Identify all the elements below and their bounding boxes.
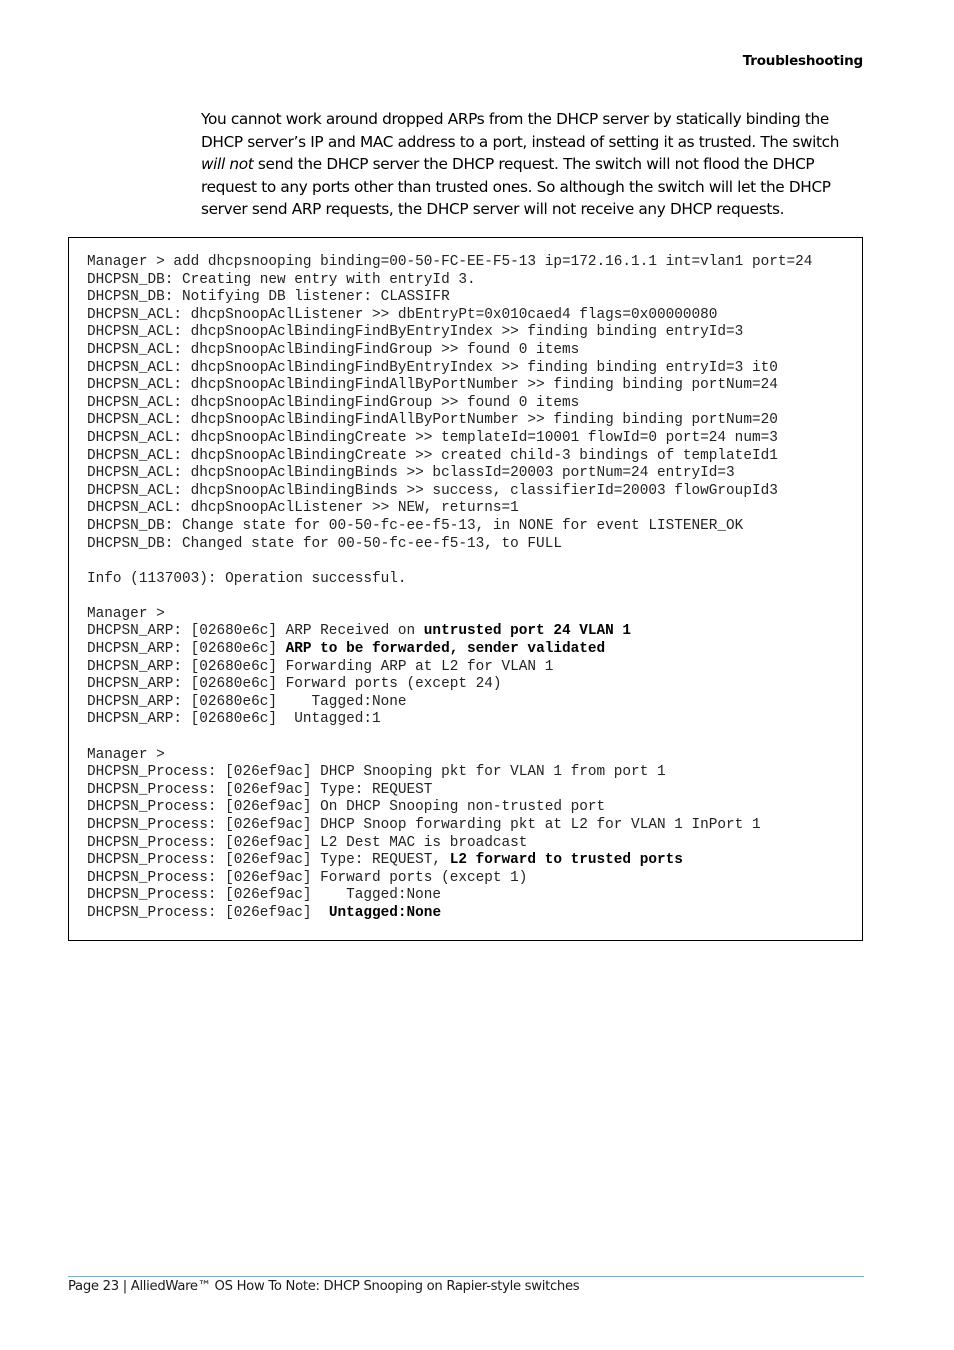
console-line xyxy=(87,553,862,571)
console-line-text: DHCPSN_DB: Changed state for 00-50-fc-ee-f5-13, to FULL xyxy=(87,535,562,552)
console-line xyxy=(87,747,862,765)
console-line-text: DHCPSN_ACL: dhcpSnoopAclBindingBinds >> success, classifierId=20003 flowGroupId3 xyxy=(87,482,778,499)
console-line xyxy=(87,905,862,923)
console-line xyxy=(87,729,862,747)
console-line xyxy=(87,518,862,536)
console-line xyxy=(87,448,862,466)
console-line-text: DHCPSN_ACL: dhcpSnoopAclListener >> NEW, returns=1 xyxy=(87,500,519,517)
console-line xyxy=(87,377,862,395)
console-line-text: DHCPSN_ARP: [02680e6c] Forwarding ARP at L2 for VLAN 1 xyxy=(87,658,554,675)
console-line-text: Manager > xyxy=(87,746,165,763)
console-line-text: DHCPSN_ACL: dhcpSnoopAclBindingCreate >> templateId=10001 flowId=0 port=24 num=3 xyxy=(87,429,778,446)
console-output-box xyxy=(68,237,863,941)
console-line-text: DHCPSN_ACL: dhcpSnoopAclBindingFindAllByPortNumber >> finding binding portNum=20 xyxy=(87,412,778,429)
console-line-text: DHCPSN_Process: [026ef9ac] Type: REQUEST, xyxy=(87,852,450,869)
console-line-bold-text: ARP to be forwarded, sender validated xyxy=(285,641,606,658)
console-line xyxy=(87,641,862,659)
console-line-text: DHCPSN_Process: [026ef9ac] On DHCP Snooping non-trusted port xyxy=(87,799,606,816)
console-line-text: Manager > add dhcpsnooping binding=00-50-FC-EE-F5-13 ip=172.16.1.1 int=vlan1 port=24 xyxy=(87,254,813,270)
console-line-text: DHCPSN_ACL: dhcpSnoopAclBindingFindByEntryIndex >> finding binding entryId=3 xyxy=(87,324,744,341)
running-header-section: Troubleshooting xyxy=(742,53,863,69)
console-line-text: DHCPSN_ACL: dhcpSnoopAclBindingFindGroup >> found 0 items xyxy=(87,394,580,411)
console-line-text: DHCPSN_ACL: dhcpSnoopAclBindingFindGroup >> found 0 items xyxy=(87,341,580,358)
console-line-text: DHCPSN_Process: [026ef9ac] DHCP Snoop forwarding pkt at L2 for VLAN 1 InPort 1 xyxy=(87,817,761,833)
console-line xyxy=(87,817,862,835)
console-line-text: DHCPSN_ARP: [02680e6c] xyxy=(87,641,286,658)
console-line-bold-text: untrusted port 24 VLAN 1 xyxy=(423,623,632,640)
console-line xyxy=(87,694,862,712)
console-line xyxy=(87,430,862,448)
console-line-text: DHCPSN_ARP: [02680e6c] ARP Received on xyxy=(87,623,424,640)
console-line-text: DHCPSN_ACL: dhcpSnoopAclBindingCreate >> created child-3 bindings of templateId1 xyxy=(87,447,778,464)
intro-text-start: You cannot work around dropped ARPs from the DHCP server by statically binding the DHCP server’s IP and MAC address to a port, instead of setting it as trusted. The switch xyxy=(201,110,840,151)
console-line xyxy=(87,835,862,853)
console-line xyxy=(87,272,862,290)
console-line xyxy=(87,465,862,483)
intro-text-end: send the DHCP server the DHCP request. The switch will not flood the DHCP request to any ports other than trusted ones. So although the switch will let the DHCP server send ARP requests, the DHCP server will not receive any DHCP requests. xyxy=(201,155,831,219)
console-line-text: DHCPSN_ARP: [02680e6c] Tagged:None xyxy=(87,693,407,710)
console-line-bold-text: Untagged:None xyxy=(328,904,442,921)
console-line xyxy=(87,852,862,870)
console-line xyxy=(87,606,862,624)
console-line-text: DHCPSN_ACL: dhcpSnoopAclBindingFindByEntryIndex >> finding binding entryId=3 it0 xyxy=(87,359,778,376)
console-line xyxy=(87,782,862,800)
console-line xyxy=(87,254,862,272)
console-line xyxy=(87,623,862,641)
console-line-text: Info (1137003): Operation successful. xyxy=(87,570,407,587)
console-line-text: DHCPSN_ARP: [02680e6c] Forward ports (except 24) xyxy=(87,676,502,693)
console-line xyxy=(87,799,862,817)
console-line xyxy=(87,711,862,729)
console-line-text: DHCPSN_Process: [026ef9ac] Tagged:None xyxy=(87,887,442,904)
console-line-text: DHCPSN_DB: Notifying DB listener: CLASSIFR xyxy=(87,289,450,306)
console-line xyxy=(87,571,862,589)
console-line-text: DHCPSN_ACL: dhcpSnoopAclListener >> dbEntryPt=0x010caed4 flags=0x00000080 xyxy=(87,306,718,323)
console-line xyxy=(87,870,862,888)
console-line xyxy=(87,395,862,413)
console-line xyxy=(87,324,862,342)
console-line xyxy=(87,289,862,307)
console-line xyxy=(87,676,862,694)
console-line xyxy=(87,887,862,905)
console-line-text: DHCPSN_Process: [026ef9ac] Type: REQUEST xyxy=(87,781,433,798)
console-line-text: DHCPSN_Process: [026ef9ac] Forward ports (except 1) xyxy=(87,869,528,886)
console-line-text: DHCPSN_Process: [026ef9ac] xyxy=(87,904,329,921)
console-line-text: DHCPSN_ARP: [02680e6c] Untagged:1 xyxy=(87,711,381,728)
console-line-text: DHCPSN_DB: Change state for 00-50-fc-ee-f5-13, in NONE for event LISTENER_OK xyxy=(87,517,744,534)
console-line-text: DHCPSN_DB: Creating new entry with entryId 3. xyxy=(87,271,476,288)
console-line-text: DHCPSN_Process: [026ef9ac] DHCP Snooping pkt for VLAN 1 from port 1 xyxy=(87,764,666,781)
console-line-text: DHCPSN_ACL: dhcpSnoopAclBindingBinds >> bclassId=20003 portNum=24 entryId=3 xyxy=(87,465,735,482)
console-line-text: Manager > xyxy=(87,605,165,622)
console-line xyxy=(87,659,862,677)
console-line-text: DHCPSN_Process: [026ef9ac] L2 Dest MAC is broadcast xyxy=(87,834,528,851)
console-line xyxy=(87,764,862,782)
page-footer: Page 23 | AlliedWare™ OS How To Note: DHCP Snooping on Rapier-style switches xyxy=(68,1279,580,1294)
console-line xyxy=(87,307,862,325)
console-line xyxy=(87,536,862,554)
console-line-text: DHCPSN_ACL: dhcpSnoopAclBindingFindAllByPortNumber >> finding binding portNum=24 xyxy=(87,377,778,394)
console-line-bold-text: L2 forward to trusted ports xyxy=(449,852,683,869)
console-line xyxy=(87,588,862,606)
console-line xyxy=(87,412,862,430)
console-line xyxy=(87,360,862,378)
console-line xyxy=(87,342,862,360)
console-line xyxy=(87,483,862,501)
intro-paragraph xyxy=(201,108,866,221)
console-line xyxy=(87,500,862,518)
intro-emphasis: will not xyxy=(201,155,254,174)
footer-divider xyxy=(68,1276,864,1277)
